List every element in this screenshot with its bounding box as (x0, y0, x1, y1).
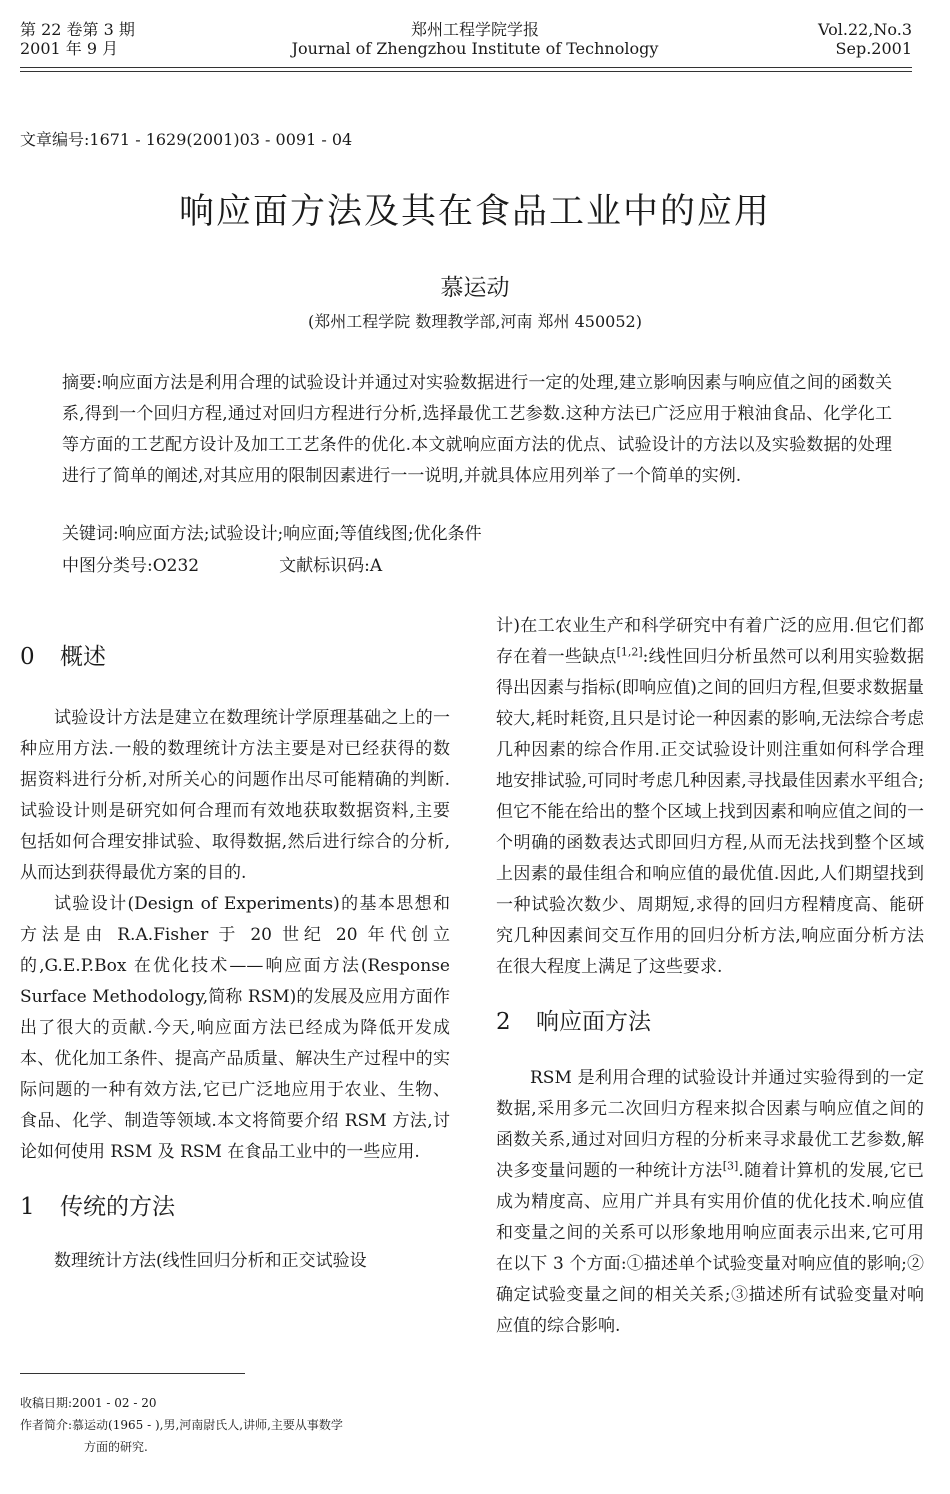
paragraph: 试验设计(Design of Experiments)的基本思想和方法是由 R.A.Fisher 于 20 世纪 20 年代创立的,G.E.P.Box 在优化技术——响应面方法(Response Surface Methodology,简称 RSM)的发展及应用方面作出了很大的贡献.今天,响应面方法已经成为降低开发成本、优化加工条件、提高产品质量、解决生产过程中的实际问题的一种有效方法,它已广泛地应用于农业、生物、食品、化学、制造等领域.本文将简要介绍 RSM 方法,讨论如何使用 RSM 及 RSM 在食品工业中的一些应用. (20, 894, 450, 1162)
section-number: 0 (20, 644, 35, 670)
author-bio: 作者简介:慕运动(1965 - ),男,河南尉氏人,讲师,主要从事数学 (20, 1418, 343, 1432)
text-run: 计)在工农业生产和科学研究中有着广泛的应用.但它们都存在着一些缺点 (496, 616, 924, 667)
vol-en: Vol.22,No.3 (818, 20, 912, 39)
received-date: 收稿日期:2001 - 02 - 20 (20, 1396, 157, 1410)
journal-en: Journal of Zhengzhou Institute of Technology (291, 39, 659, 58)
header-journal (0, 20, 950, 58)
author-name: 慕运动 (440, 275, 510, 301)
left-column (20, 644, 450, 1277)
affiliation: (郑州工程学院 数理教学部,河南 郑州 450052) (308, 312, 642, 331)
section-0-heading (20, 642, 450, 698)
citation: [1,2] (616, 645, 643, 659)
section-2-heading (496, 1007, 924, 1063)
header-volume (818, 20, 912, 58)
right-column (496, 611, 924, 1342)
keywords: 关键词:响应面方法;试验设计;响应面;等值线图;优化条件 (62, 524, 482, 544)
section-title: 传统的方法 (60, 1194, 175, 1220)
header-rule-thin (20, 71, 912, 72)
text-run: .随着计算机的发展,它已成为精度高、应用广并具有实用价值的优化技术.响应值和变量之间的关系可以形象地用响应面表示出来,它可用在以下 3 个方面:①描述单个试验变量对响应值的影响;②确定试验变量之间的相关关系;③描述所有试验变量对响应值的综合影响. (496, 1161, 925, 1336)
text-run: RSM 是利用合理的试验设计并通过实验得到的一定数据,采用多元二次回归方程来拟合因素与响应值之间的函数关系,通过对回归方程的分析来寻求最优工艺参数,解决多变量问题的一种统计方法 (496, 1068, 924, 1181)
citation: [3] (722, 1159, 739, 1173)
author-bio-continued: 方面的研究. (84, 1440, 148, 1454)
document-code: 文献标识码:A (279, 556, 383, 576)
text-run: :线性回归分析虽然可以利用实验数据得出因素与指标(即响应值)之间的回归方程,但要求数据量较大,耗时耗资,且只是讨论一种因素的影响,无法综合考虑几种因素的综合作用.正交试验设计则注重如何科学合理地安排试验,可同时考虑几种因素,寻找最佳因素水平组合;但它不能在给出的整个区域上找到因素和响应值之间的一个明确的函数表达式即回归方程,从而无法找到整个区域上因素的最佳组合和响应值的最优值.因此,人们期望找到一种试验次数少、周期短,求得的回归方程精度高、能研究几种因素间交互作用的回归分析方法,响应面分析方法在很大程度上满足了这些要求. (496, 647, 925, 977)
paper-title: 响应面方法及其在食品工业中的应用 (178, 192, 771, 232)
section-1-heading (20, 1192, 450, 1246)
section-number: 2 (496, 1009, 511, 1035)
section-title: 响应面方法 (536, 1009, 651, 1035)
issue-cn: 第 22 卷第 3 期 (20, 20, 135, 39)
article-number: 文章编号:1671 - 1629(2001)03 - 0091 - 04 (20, 130, 353, 149)
journal-cn: 郑州工程学院学报 (410, 20, 539, 39)
footnote-rule (20, 1373, 245, 1374)
paragraph (496, 1063, 924, 1342)
paragraph (496, 611, 924, 983)
clc-number: 中图分类号:O232 (62, 556, 200, 576)
paragraph: 试验设计方法是建立在数理统计学原理基础之上的一种应用方法.一般的数理统计方法主要是对已经获得的数据资料进行分析,对所关心的问题作出尽可能精确的判断.试验设计则是研究如何合理而有效地获取数据资料,主要包括如何合理安排试验、取得数据,然后进行综合的分析,从而达到获得最优方案的目的. (20, 708, 450, 883)
section-number: 1 (20, 1194, 35, 1220)
header-rule (20, 67, 912, 68)
abstract: 摘要:响应面方法是利用合理的试验设计并通过对实验数据进行一定的处理,建立影响因素与响应值之间的函数关系,得到一个回归方程,通过对回归方程进行分析,选择最优工艺参数.这种方法已广泛应用于粮油食品、化学化工等方面的工艺配方设计及加工工艺条件的优化.本文就响应面方法的优点、试验设计的方法以及实验数据的处理进行了简单的阐述,对其应用的限制因素进行一一说明,并就具体应用列举了一个简单的实例. (62, 373, 892, 486)
paragraph: 数理统计方法(线性回归分析和正交试验设 (54, 1251, 367, 1271)
classification (62, 551, 382, 576)
section-title: 概述 (60, 644, 106, 670)
date-cn: 2001 年 9 月 (20, 39, 119, 58)
date-en: Sep.2001 (835, 39, 912, 58)
